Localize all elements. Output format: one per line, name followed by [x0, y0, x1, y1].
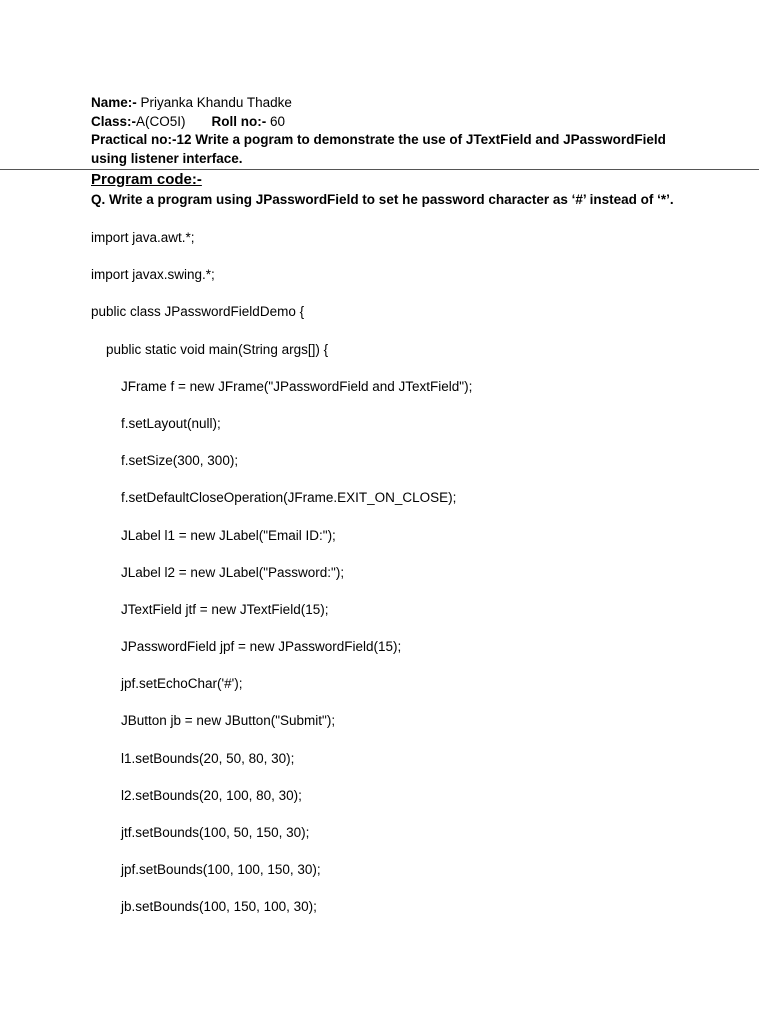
code-line: jpf.setEchoChar('#'); — [91, 676, 243, 692]
code-line: JButton jb = new JButton("Submit"); — [91, 713, 336, 729]
code-line: l2.setBounds(20, 100, 80, 30); — [91, 787, 302, 803]
code-line: f.setDefaultCloseOperation(JFrame.EXIT_ON_CLOSE); — [91, 490, 457, 506]
name-label: Name:- — [91, 95, 137, 110]
horizontal-divider — [0, 169, 759, 170]
practical-title: Practical no:-12 Write a pogram to demonstrate the use of JTextField and JPasswordField using listener interface. — [91, 132, 666, 166]
class-row — [91, 113, 691, 132]
code-line: f.setLayout(null); — [91, 415, 221, 431]
name-row — [91, 94, 691, 113]
question-text: Q. Write a program using JPasswordField to set he password character as ‘#’ instead of ‘*’. — [91, 192, 674, 207]
name-value: Priyanka Khandu Thadke — [136, 95, 292, 110]
code-line: JPasswordField jpf = new JPasswordField(15); — [91, 639, 402, 655]
class-label: Class:- — [91, 113, 137, 129]
student-header — [91, 94, 691, 168]
code-line: public class JPasswordFieldDemo { — [91, 304, 305, 320]
code-line: l1.setBounds(20, 50, 80, 30); — [91, 750, 295, 766]
code-listing — [91, 228, 731, 935]
code-line: jpf.setBounds(100, 100, 150, 30); — [91, 862, 321, 878]
code-line: JTextField jtf = new JTextField(15); — [91, 601, 329, 617]
program-code-heading: Program code:- — [91, 171, 202, 188]
code-line: f.setSize(300, 300); — [91, 453, 239, 469]
code-line: jtf.setBounds(100, 50, 150, 30); — [91, 825, 310, 840]
code-line: import java.awt.*; — [91, 230, 195, 245]
roll-value: 60 — [266, 113, 286, 129]
code-line: JLabel l2 = new JLabel("Password:"); — [91, 564, 345, 580]
code-line: jb.setBounds(100, 150, 100, 30); — [91, 899, 317, 915]
code-line: import javax.swing.*; — [91, 267, 215, 283]
roll-label: Roll no:- — [211, 113, 267, 129]
code-line: JLabel l1 = new JLabel("Email ID:"); — [91, 527, 336, 543]
code-line: JFrame f = new JFrame("JPasswordField and JTextField"); — [91, 378, 473, 394]
class-value: A(CO5I) — [136, 113, 186, 129]
code-line: public static void main(String args[]) { — [91, 341, 329, 357]
